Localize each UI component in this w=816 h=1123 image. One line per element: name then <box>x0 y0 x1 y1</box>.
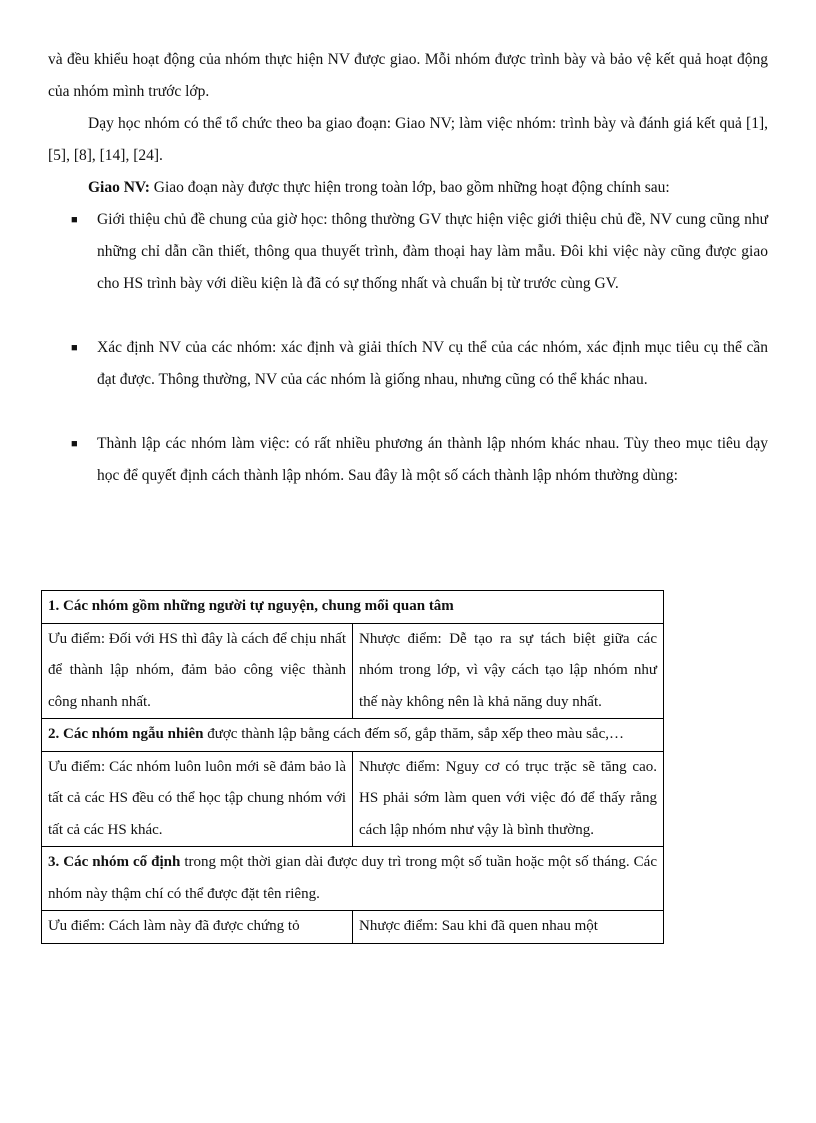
group3-disadvantage: Nhược điểm: Sau khi đã quen nhau một <box>353 911 664 944</box>
bullet-square-icon: ■ <box>71 438 78 450</box>
table-row <box>42 911 664 944</box>
table-row <box>42 847 664 911</box>
bullet-item <box>71 204 768 300</box>
bullet-text: Thành lập các nhóm làm việc: có rất nhiều phương án thành lập nhóm khác nhau. Tùy theo mục tiêu dạy học để quyết định cách thành lập nhóm. Sau đây là một số cách thành lập nhóm thường dùng: <box>97 435 768 484</box>
group2-advantage: Ưu điểm: Các nhóm luôn luôn mới sẽ đảm bảo là tất cả các HS đều có thể học tập chung nhóm với tất cả các HS khác. <box>42 751 353 847</box>
group2-disadvantage: Nhược điểm: Nguy cơ có trục trặc sẽ tăng cao. HS phải sớm làm quen với việc đó để thấy rằng cách lập nhóm như vậy là bình thường. <box>353 751 664 847</box>
bullet-text: Xác định NV của các nhóm: xác định và giải thích NV cụ thể của các nhóm, xác định mục tiêu cụ thể cần đạt được. Thông thường, NV của các nhóm là giống nhau, nhưng cũng có thể khác nhau. <box>97 339 768 388</box>
group2-title: 2. Các nhóm ngẫu nhiên <box>48 726 204 742</box>
group2-header <box>42 719 664 752</box>
group-types-table <box>41 590 664 944</box>
bullet-text: Giới thiệu chủ đề chung của giờ học: thông thường GV thực hiện việc giới thiệu chủ đề, NV cung cũng như những chỉ dẫn cần thiết, thông qua thuyết trình, đàm thoại hay làm mẫu. Đôi khi việc này cũng được giao cho HS trình bày với diều kiện là đã có sự thống nhất và chuẩn bị từ trước cùng GV. <box>97 211 768 292</box>
bullet-square-icon: ■ <box>71 342 78 354</box>
group1-header: 1. Các nhóm gồm những người tự nguyện, chung mối quan tâm <box>42 591 664 624</box>
table-row <box>42 623 664 719</box>
bullet-item <box>71 332 768 396</box>
table-row <box>42 751 664 847</box>
paragraph-intro: và đều khiểu hoạt động của nhóm thực hiện NV được giao. Mỗi nhóm được trình bày và bảo vệ kết quả hoạt động của nhóm mình trước lớp. <box>48 51 768 100</box>
giao-nv-text: Giao đoạn này được thực hiện trong toàn lớp, bao gồm những hoạt động chính sau: <box>149 179 670 196</box>
group1-disadvantage: Nhược điểm: Dễ tạo ra sự tách biệt giữa các nhóm trong lớp, vì vậy cách tạo lập nhóm như thế này không nên là khả năng duy nhất. <box>353 623 664 719</box>
group3-title: 3. Các nhóm cố định <box>48 854 181 870</box>
group3-header <box>42 847 664 911</box>
giao-nv-label: Giao NV: <box>88 179 150 196</box>
table-row <box>42 719 664 752</box>
paragraph-phases: Dạy học nhóm có thể tổ chức theo ba giao đoạn: Giao NV; làm việc nhóm: trình bày và đánh giá kết quả [1], [5], [8], [14], [24]. <box>48 115 768 164</box>
group3-advantage: Ưu điểm: Cách làm này đã được chứng tỏ <box>42 911 353 944</box>
group2-description: được thành lập bằng cách đếm số, gắp thăm, sắp xếp theo màu sắc,… <box>203 726 624 742</box>
paragraph-giao-nv <box>48 172 768 204</box>
group3-description: trong một thời gian dài được duy trì trong một số tuần hoặc một số tháng. Các nhóm này thậm chí có thể được đặt tên riêng. <box>48 854 657 902</box>
bullet-square-icon: ■ <box>71 214 78 226</box>
bullet-item <box>71 428 768 492</box>
group1-advantage: Ưu điểm: Đối với HS thì đây là cách để chịu nhất để thành lập nhóm, đảm bảo công việc thành công nhanh nhất. <box>42 623 353 719</box>
table-row <box>42 591 664 624</box>
